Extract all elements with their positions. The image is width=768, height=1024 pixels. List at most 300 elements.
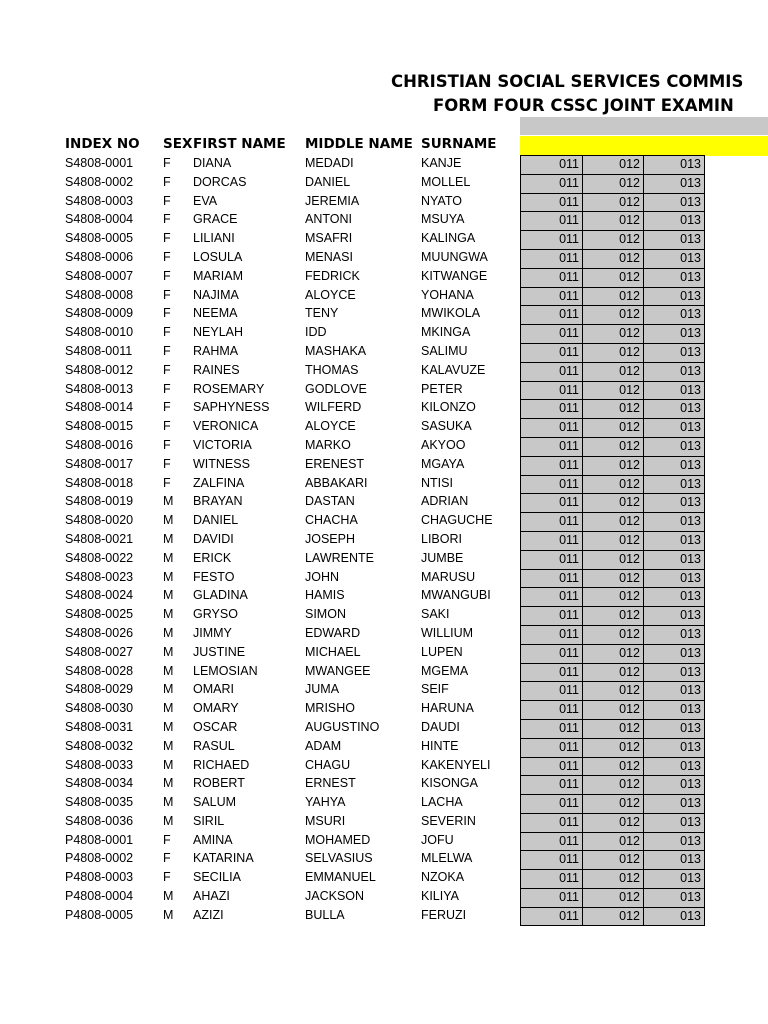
subject-code-cell[interactable]: 012	[582, 437, 643, 456]
first-name-cell[interactable]: SECILIA	[193, 870, 241, 885]
subject-code-cell[interactable]: 012	[582, 738, 643, 757]
index-cell[interactable]: S4808-0004	[65, 212, 134, 227]
middle-name-cell[interactable]: JACKSON	[305, 889, 365, 904]
first-name-cell[interactable]: FESTO	[193, 569, 235, 584]
subject-code-cell[interactable]: 012	[582, 493, 643, 512]
index-cell[interactable]: S4808-0021	[65, 531, 134, 546]
first-name-cell[interactable]: SALUM	[193, 795, 237, 810]
subject-code-cell[interactable]: 013	[643, 813, 705, 832]
first-name-cell[interactable]: RASUL	[193, 738, 235, 753]
sex-cell[interactable]: M	[163, 682, 174, 697]
surname-cell[interactable]: CHAGUCHE	[421, 513, 493, 528]
subject-code-cell[interactable]: 011	[520, 757, 582, 776]
subject-code-cell[interactable]: 011	[520, 625, 582, 644]
subject-code-cell[interactable]: 012	[582, 625, 643, 644]
sex-cell[interactable]: F	[163, 343, 171, 358]
index-cell[interactable]: S4808-0028	[65, 663, 134, 678]
subject-code-cell[interactable]: 013	[643, 418, 705, 437]
surname-cell[interactable]: KITWANGE	[421, 268, 488, 283]
sex-cell[interactable]: M	[163, 795, 174, 810]
middle-name-cell[interactable]: MSURI	[305, 813, 346, 828]
middle-name-cell[interactable]: ALOYCE	[305, 419, 356, 434]
surname-cell[interactable]: KISONGA	[421, 776, 478, 791]
subject-code-cell[interactable]: 011	[520, 362, 582, 381]
surname-cell[interactable]: DAUDI	[421, 719, 460, 734]
index-cell[interactable]: S4808-0024	[65, 588, 134, 603]
surname-cell[interactable]: MKINGA	[421, 325, 471, 340]
first-name-cell[interactable]: OMARI	[193, 682, 234, 697]
sex-cell[interactable]: F	[163, 249, 171, 264]
subject-code-cell[interactable]: 013	[643, 794, 705, 813]
sex-cell[interactable]: F	[163, 419, 171, 434]
subject-code-cell[interactable]: 013	[643, 850, 705, 869]
subject-code-cell[interactable]: 011	[520, 738, 582, 757]
middle-name-cell[interactable]: JOSEPH	[305, 531, 356, 546]
index-cell[interactable]: P4808-0004	[65, 889, 134, 904]
subject-code-cell[interactable]: 012	[582, 832, 643, 851]
subject-code-cell[interactable]: 013	[643, 399, 705, 418]
index-cell[interactable]: S4808-0007	[65, 268, 134, 283]
subject-code-cell[interactable]: 013	[643, 493, 705, 512]
surname-cell[interactable]: JUMBE	[421, 550, 464, 565]
subject-code-cell[interactable]: 011	[520, 268, 582, 287]
middle-name-cell[interactable]: WILFERD	[305, 400, 362, 415]
subject-code-cell[interactable]: 013	[643, 512, 705, 531]
subject-code-cell[interactable]: 013	[643, 907, 705, 926]
subject-code-cell[interactable]: 013	[643, 888, 705, 907]
sex-cell[interactable]: F	[163, 362, 171, 377]
index-cell[interactable]: S4808-0036	[65, 813, 134, 828]
middle-name-cell[interactable]: MWANGEE	[305, 663, 371, 678]
subject-code-cell[interactable]: 012	[582, 193, 643, 212]
surname-cell[interactable]: MOLLEL	[421, 174, 471, 189]
index-cell[interactable]: S4808-0009	[65, 306, 134, 321]
sex-cell[interactable]: F	[163, 870, 171, 885]
sex-cell[interactable]: F	[163, 174, 171, 189]
subject-code-cell[interactable]: 011	[520, 832, 582, 851]
sex-cell[interactable]: M	[163, 907, 174, 922]
subject-code-cell[interactable]: 012	[582, 606, 643, 625]
subject-code-cell[interactable]: 011	[520, 587, 582, 606]
surname-cell[interactable]: SALIMU	[421, 343, 468, 358]
middle-name-cell[interactable]: EDWARD	[305, 625, 361, 640]
middle-name-cell[interactable]: ABBAKARI	[305, 475, 368, 490]
middle-name-cell[interactable]: JEREMIA	[305, 193, 360, 208]
middle-name-cell[interactable]: JOHN	[305, 569, 340, 584]
index-cell[interactable]: S4808-0005	[65, 231, 134, 246]
middle-name-cell[interactable]: GODLOVE	[305, 381, 367, 396]
surname-cell[interactable]: PETER	[421, 381, 463, 396]
subject-code-cell[interactable]: 011	[520, 850, 582, 869]
subject-code-cell[interactable]: 012	[582, 287, 643, 306]
first-name-cell[interactable]: AZIZI	[193, 907, 224, 922]
subject-code-cell[interactable]: 011	[520, 174, 582, 193]
subject-code-cell[interactable]: 011	[520, 193, 582, 212]
surname-cell[interactable]: WILLIUM	[421, 625, 474, 640]
middle-name-cell[interactable]: HAMIS	[305, 588, 345, 603]
index-cell[interactable]: S4808-0013	[65, 381, 134, 396]
subject-code-cell[interactable]: 013	[643, 606, 705, 625]
subject-code-cell[interactable]: 012	[582, 757, 643, 776]
surname-cell[interactable]: SASUKA	[421, 419, 472, 434]
index-cell[interactable]: S4808-0026	[65, 625, 134, 640]
subject-code-cell[interactable]: 012	[582, 324, 643, 343]
subject-code-cell[interactable]: 011	[520, 681, 582, 700]
subject-code-cell[interactable]: 013	[643, 343, 705, 362]
subject-code-cell[interactable]: 013	[643, 230, 705, 249]
subject-code-cell[interactable]: 011	[520, 531, 582, 550]
first-name-cell[interactable]: SAPHYNESS	[193, 400, 270, 415]
subject-code-cell[interactable]: 011	[520, 813, 582, 832]
subject-code-cell[interactable]: 013	[643, 249, 705, 268]
middle-name-cell[interactable]: DANIEL	[305, 174, 351, 189]
index-cell[interactable]: S4808-0020	[65, 513, 134, 528]
first-name-cell[interactable]: RICHAED	[193, 757, 250, 772]
subject-code-cell[interactable]: 013	[643, 681, 705, 700]
index-cell[interactable]: S4808-0035	[65, 795, 134, 810]
subject-code-cell[interactable]: 012	[582, 550, 643, 569]
first-name-cell[interactable]: GRACE	[193, 212, 238, 227]
sex-cell[interactable]: F	[163, 437, 171, 452]
subject-code-cell[interactable]: 012	[582, 663, 643, 682]
first-name-cell[interactable]: LEMOSIAN	[193, 663, 258, 678]
first-name-cell[interactable]: RAHMA	[193, 343, 239, 358]
surname-cell[interactable]: MGAYA	[421, 456, 465, 471]
middle-name-cell[interactable]: LAWRENTE	[305, 550, 374, 565]
surname-cell[interactable]: KANJE	[421, 156, 462, 170]
subject-code-cell[interactable]: 013	[643, 174, 705, 193]
first-name-cell[interactable]: LOSULA	[193, 249, 243, 264]
subject-code-cell[interactable]: 013	[643, 475, 705, 494]
subject-code-cell[interactable]: 012	[582, 155, 643, 174]
middle-name-cell[interactable]: MOHAMED	[305, 832, 371, 847]
subject-code-cell[interactable]: 011	[520, 249, 582, 268]
surname-cell[interactable]: YOHANA	[421, 287, 474, 302]
index-cell[interactable]: S4808-0002	[65, 174, 134, 189]
sex-cell[interactable]: M	[163, 644, 174, 659]
index-cell[interactable]: S4808-0034	[65, 776, 134, 791]
subject-code-cell[interactable]: 011	[520, 512, 582, 531]
middle-name-cell[interactable]: MRISHO	[305, 701, 355, 716]
surname-cell[interactable]: KALINGA	[421, 231, 476, 246]
subject-code-cell[interactable]: 013	[643, 437, 705, 456]
surname-cell[interactable]: FERUZI	[421, 907, 467, 922]
subject-code-cell[interactable]: 012	[582, 531, 643, 550]
sex-cell[interactable]: M	[163, 738, 174, 753]
subject-code-cell[interactable]: 013	[643, 362, 705, 381]
first-name-cell[interactable]: LILIANI	[193, 231, 235, 246]
subject-code-cell[interactable]: 013	[643, 155, 705, 174]
sex-cell[interactable]: F	[163, 193, 171, 208]
index-cell[interactable]: S4808-0010	[65, 325, 134, 340]
middle-name-cell[interactable]: CHAGU	[305, 757, 351, 772]
middle-name-cell[interactable]: SIMON	[305, 607, 346, 622]
index-cell[interactable]: S4808-0022	[65, 550, 134, 565]
first-name-cell[interactable]: NAJIMA	[193, 287, 239, 302]
middle-name-cell[interactable]: MENASI	[305, 249, 353, 264]
subject-code-cell[interactable]: 012	[582, 211, 643, 230]
first-name-cell[interactable]: AHAZI	[193, 889, 230, 904]
sex-cell[interactable]: F	[163, 832, 171, 847]
subject-code-cell[interactable]: 011	[520, 493, 582, 512]
first-name-cell[interactable]: OMARY	[193, 701, 239, 716]
subject-code-cell[interactable]: 013	[643, 738, 705, 757]
subject-code-cell[interactable]: 013	[643, 550, 705, 569]
subject-code-cell[interactable]: 012	[582, 813, 643, 832]
index-cell[interactable]: S4808-0016	[65, 437, 134, 452]
subject-code-cell[interactable]: 011	[520, 230, 582, 249]
index-cell[interactable]: P4808-0003	[65, 870, 134, 885]
subject-code-cell[interactable]: 011	[520, 211, 582, 230]
sex-cell[interactable]: M	[163, 663, 174, 678]
subject-code-cell[interactable]: 012	[582, 230, 643, 249]
sex-cell[interactable]: M	[163, 607, 174, 622]
subject-code-cell[interactable]: 012	[582, 268, 643, 287]
index-cell[interactable]: S4808-0032	[65, 738, 134, 753]
surname-cell[interactable]: MWIKOLA	[421, 306, 481, 321]
subject-code-cell[interactable]: 011	[520, 475, 582, 494]
first-name-cell[interactable]: DIANA	[193, 156, 232, 170]
index-cell[interactable]: S4808-0017	[65, 456, 134, 471]
first-name-cell[interactable]: VICTORIA	[193, 437, 252, 452]
sex-cell[interactable]: M	[163, 701, 174, 716]
subject-code-cell[interactable]: 012	[582, 418, 643, 437]
middle-name-cell[interactable]: MARKO	[305, 437, 351, 452]
surname-cell[interactable]: NTISI	[421, 475, 453, 490]
middle-name-cell[interactable]: SELVASIUS	[305, 851, 373, 866]
index-cell[interactable]: S4808-0014	[65, 400, 134, 415]
subject-code-cell[interactable]: 012	[582, 305, 643, 324]
subject-code-cell[interactable]: 013	[643, 456, 705, 475]
subject-code-cell[interactable]: 011	[520, 775, 582, 794]
first-name-cell[interactable]: DORCAS	[193, 174, 247, 189]
surname-cell[interactable]: KAKENYELI	[421, 757, 491, 772]
subject-code-cell[interactable]: 011	[520, 343, 582, 362]
surname-cell[interactable]: AKYOO	[421, 437, 466, 452]
index-cell[interactable]: S4808-0003	[65, 193, 134, 208]
index-cell[interactable]: S4808-0029	[65, 682, 134, 697]
first-name-cell[interactable]: VERONICA	[193, 419, 259, 434]
first-name-cell[interactable]: BRAYAN	[193, 494, 243, 509]
sex-cell[interactable]: M	[163, 588, 174, 603]
first-name-cell[interactable]: ROSEMARY	[193, 381, 265, 396]
first-name-cell[interactable]: WITNESS	[193, 456, 250, 471]
first-name-cell[interactable]: NEEMA	[193, 306, 238, 321]
sex-cell[interactable]: M	[163, 776, 174, 791]
surname-cell[interactable]: LIBORI	[421, 531, 462, 546]
sex-cell[interactable]: F	[163, 851, 171, 866]
first-name-cell[interactable]: RAINES	[193, 362, 240, 377]
surname-cell[interactable]: SEVERIN	[421, 813, 476, 828]
subject-code-cell[interactable]: 011	[520, 700, 582, 719]
surname-cell[interactable]: KILONZO	[421, 400, 476, 415]
subject-code-cell[interactable]: 013	[643, 625, 705, 644]
subject-code-cell[interactable]: 013	[643, 700, 705, 719]
surname-cell[interactable]: MSUYA	[421, 212, 465, 227]
sex-cell[interactable]: M	[163, 889, 174, 904]
middle-name-cell[interactable]: ALOYCE	[305, 287, 356, 302]
first-name-cell[interactable]: OSCAR	[193, 719, 238, 734]
first-name-cell[interactable]: DANIEL	[193, 513, 239, 528]
subject-code-cell[interactable]: 012	[582, 700, 643, 719]
subject-code-cell[interactable]: 012	[582, 512, 643, 531]
first-name-cell[interactable]: AMINA	[193, 832, 233, 847]
subject-code-cell[interactable]: 011	[520, 418, 582, 437]
subject-code-cell[interactable]: 012	[582, 907, 643, 926]
sex-cell[interactable]: F	[163, 231, 171, 246]
sex-cell[interactable]: M	[163, 550, 174, 565]
sex-cell[interactable]: F	[163, 456, 171, 471]
subject-code-cell[interactable]: 013	[643, 268, 705, 287]
subject-code-cell[interactable]: 012	[582, 794, 643, 813]
sex-cell[interactable]: F	[163, 325, 171, 340]
subject-code-cell[interactable]: 011	[520, 155, 582, 174]
subject-code-cell[interactable]: 011	[520, 550, 582, 569]
subject-code-cell[interactable]: 012	[582, 719, 643, 738]
sex-cell[interactable]: M	[163, 719, 174, 734]
subject-code-cell[interactable]: 011	[520, 456, 582, 475]
subject-code-cell[interactable]: 011	[520, 381, 582, 400]
index-cell[interactable]: S4808-0006	[65, 249, 134, 264]
subject-code-cell[interactable]: 012	[582, 850, 643, 869]
subject-code-cell[interactable]: 013	[643, 287, 705, 306]
subject-code-cell[interactable]: 013	[643, 757, 705, 776]
subject-code-cell[interactable]: 011	[520, 437, 582, 456]
subject-code-cell[interactable]: 012	[582, 362, 643, 381]
subject-code-cell[interactable]: 013	[643, 587, 705, 606]
subject-code-cell[interactable]: 012	[582, 888, 643, 907]
middle-name-cell[interactable]: MEDADI	[305, 156, 354, 170]
first-name-cell[interactable]: GRYSO	[193, 607, 238, 622]
first-name-cell[interactable]: MARIAM	[193, 268, 243, 283]
surname-cell[interactable]: JOFU	[421, 832, 454, 847]
index-cell[interactable]: S4808-0008	[65, 287, 134, 302]
subject-code-cell[interactable]: 013	[643, 324, 705, 343]
surname-cell[interactable]: NYATO	[421, 193, 462, 208]
sex-cell[interactable]: F	[163, 212, 171, 227]
surname-cell[interactable]: LACHA	[421, 795, 463, 810]
surname-cell[interactable]: KALAVUZE	[421, 362, 486, 377]
subject-code-cell[interactable]: 011	[520, 569, 582, 588]
sex-cell[interactable]: F	[163, 287, 171, 302]
subject-code-cell[interactable]: 011	[520, 287, 582, 306]
index-cell[interactable]: S4808-0001	[65, 156, 134, 170]
sex-cell[interactable]: M	[163, 569, 174, 584]
subject-code-cell[interactable]: 012	[582, 681, 643, 700]
surname-cell[interactable]: MARUSU	[421, 569, 476, 584]
subject-code-cell[interactable]: 013	[643, 775, 705, 794]
first-name-cell[interactable]: DAVIDI	[193, 531, 234, 546]
index-cell[interactable]: S4808-0019	[65, 494, 134, 509]
subject-code-cell[interactable]: 011	[520, 907, 582, 926]
subject-code-cell[interactable]: 012	[582, 644, 643, 663]
middle-name-cell[interactable]: JUMA	[305, 682, 340, 697]
subject-code-cell[interactable]: 013	[643, 832, 705, 851]
subject-code-cell[interactable]: 011	[520, 324, 582, 343]
first-name-cell[interactable]: ERICK	[193, 550, 232, 565]
index-cell[interactable]: S4808-0023	[65, 569, 134, 584]
middle-name-cell[interactable]: TENY	[305, 306, 339, 321]
first-name-cell[interactable]: KATARINA	[193, 851, 254, 866]
first-name-cell[interactable]: EVA	[193, 193, 218, 208]
surname-cell[interactable]: HINTE	[421, 738, 459, 753]
subject-code-cell[interactable]: 012	[582, 869, 643, 888]
sex-cell[interactable]: M	[163, 531, 174, 546]
middle-name-cell[interactable]: THOMAS	[305, 362, 359, 377]
subject-code-cell[interactable]: 012	[582, 475, 643, 494]
middle-name-cell[interactable]: ERNEST	[305, 776, 356, 791]
sex-cell[interactable]: F	[163, 156, 171, 170]
subject-code-cell[interactable]: 013	[643, 305, 705, 324]
subject-code-cell[interactable]: 013	[643, 663, 705, 682]
surname-cell[interactable]: HARUNA	[421, 701, 474, 716]
sex-cell[interactable]: F	[163, 475, 171, 490]
index-cell[interactable]: S4808-0012	[65, 362, 134, 377]
subject-code-cell[interactable]: 011	[520, 644, 582, 663]
subject-code-cell[interactable]: 011	[520, 719, 582, 738]
index-cell[interactable]: P4808-0001	[65, 832, 134, 847]
surname-cell[interactable]: MLELWA	[421, 851, 473, 866]
subject-code-cell[interactable]: 013	[643, 719, 705, 738]
first-name-cell[interactable]: ROBERT	[193, 776, 245, 791]
index-cell[interactable]: S4808-0018	[65, 475, 134, 490]
subject-code-cell[interactable]: 013	[643, 211, 705, 230]
subject-code-cell[interactable]: 012	[582, 399, 643, 418]
subject-code-cell[interactable]: 011	[520, 606, 582, 625]
index-cell[interactable]: S4808-0015	[65, 419, 134, 434]
subject-code-cell[interactable]: 013	[643, 381, 705, 400]
middle-name-cell[interactable]: ERENEST	[305, 456, 365, 471]
middle-name-cell[interactable]: YAHYA	[305, 795, 346, 810]
surname-cell[interactable]: SEIF	[421, 682, 449, 697]
surname-cell[interactable]: KILIYA	[421, 889, 459, 904]
middle-name-cell[interactable]: BULLA	[305, 907, 345, 922]
subject-code-cell[interactable]: 013	[643, 531, 705, 550]
middle-name-cell[interactable]: EMMANUEL	[305, 870, 376, 885]
sex-cell[interactable]: F	[163, 400, 171, 415]
middle-name-cell[interactable]: ADAM	[305, 738, 342, 753]
index-cell[interactable]: S4808-0011	[65, 343, 133, 358]
surname-cell[interactable]: ADRIAN	[421, 494, 469, 509]
sex-cell[interactable]: M	[163, 513, 174, 528]
middle-name-cell[interactable]: MSAFRI	[305, 231, 353, 246]
surname-cell[interactable]: SAKI	[421, 607, 450, 622]
subject-code-cell[interactable]: 011	[520, 869, 582, 888]
subject-code-cell[interactable]: 012	[582, 381, 643, 400]
first-name-cell[interactable]: JUSTINE	[193, 644, 246, 659]
subject-code-cell[interactable]: 011	[520, 888, 582, 907]
subject-code-cell[interactable]: 012	[582, 249, 643, 268]
sex-cell[interactable]: M	[163, 625, 174, 640]
middle-name-cell[interactable]: MASHAKA	[305, 343, 367, 358]
index-cell[interactable]: P4808-0005	[65, 907, 134, 922]
subject-code-cell[interactable]: 011	[520, 794, 582, 813]
subject-code-cell[interactable]: 012	[582, 456, 643, 475]
sex-cell[interactable]: M	[163, 494, 174, 509]
surname-cell[interactable]: LUPEN	[421, 644, 463, 659]
subject-code-cell[interactable]: 012	[582, 775, 643, 794]
middle-name-cell[interactable]: MICHAEL	[305, 644, 361, 659]
sex-cell[interactable]: M	[163, 813, 174, 828]
subject-code-cell[interactable]: 011	[520, 305, 582, 324]
subject-code-cell[interactable]: 011	[520, 663, 582, 682]
index-cell[interactable]: S4808-0033	[65, 757, 134, 772]
sex-cell[interactable]: F	[163, 306, 171, 321]
subject-code-cell[interactable]: 013	[643, 644, 705, 663]
subject-code-cell[interactable]: 012	[582, 174, 643, 193]
index-cell[interactable]: S4808-0031	[65, 719, 134, 734]
subject-code-cell[interactable]: 013	[643, 193, 705, 212]
